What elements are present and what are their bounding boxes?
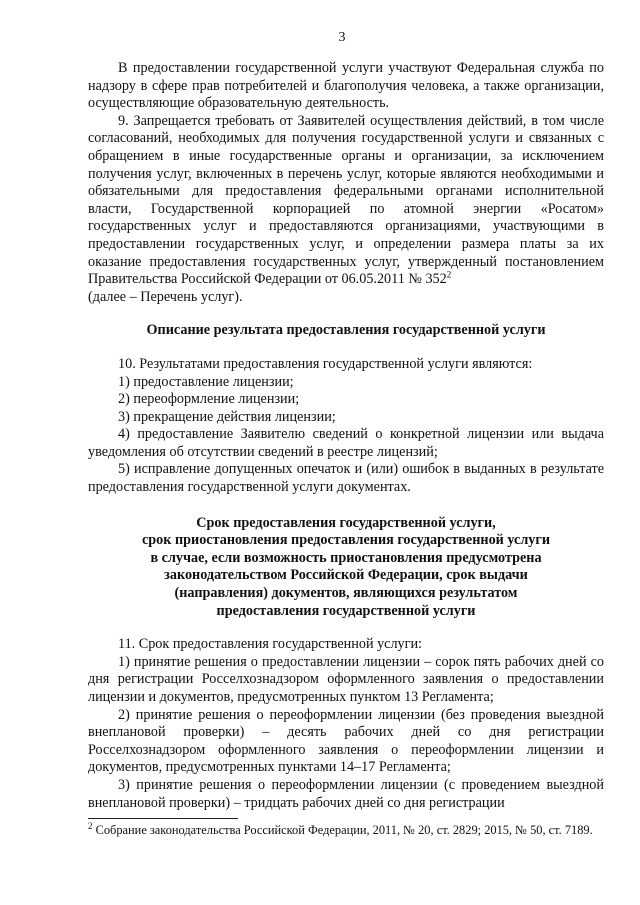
page-number: 3 <box>338 30 346 45</box>
section-heading-result: Описание результата предоставления государственной услуги <box>146 322 546 339</box>
paragraph-participants: В предоставлении государственной услуги участвуют Федеральная служба по надзору в сфере прав потребителей и благополучия человека, а также организации, осуществляющие образовательную деятельность. <box>88 60 604 112</box>
term-item-11: 11. Срок предоставления государственной услуги: <box>118 636 422 653</box>
heading-line: Срок предоставления государственной услуги, <box>196 514 496 531</box>
footnote <box>88 823 604 838</box>
result-item-2: 2) переоформление лицензии; <box>118 391 300 408</box>
footnote-text: Собрание законодательства Российской Федерации, 2011, № 20, ст. 2829; 2015, № 50, ст. 7189. <box>92 823 593 838</box>
footnote-number: 2 <box>88 821 93 832</box>
result-item-3: 3) прекращение действия лицензии; <box>118 408 336 425</box>
term-item-3: 3) принятие решения о переоформлении лицензии (с проведением выездной внеплановой проверки) – тридцать рабочих дней со дня регистрации <box>88 776 604 811</box>
result-item-1: 1) предоставление лицензии; <box>118 373 294 390</box>
heading-line: в случае, если возможность приостановления предусмотрена <box>150 549 542 566</box>
term-item-2: 2) принятие решения о переоформлении лицензии (без проведения выездной внеплановой проверки) – десять рабочих дней со дня регистрации Росселхознадзором оформленного заявления о переоформлении лицензии и документов, предусмотренных пунктами 14–17 Регламента; <box>88 706 604 776</box>
term-item-1: 1) принятие решения о предоставлении лицензии – сорок пять рабочих дней со дня регистрации Росселхознадзором оформленного заявления о предоставлении лицензии и документов, предусмотренных пунктом 13 Регламента; <box>88 653 604 705</box>
heading-line: (направления) документов, являющихся результатом <box>174 585 518 602</box>
result-item-10: 10. Результатами предоставления государственной услуги являются: <box>118 355 533 372</box>
heading-line: предоставления государственной услуги <box>216 602 476 619</box>
heading-line: срок приостановления предоставления государственной услуги <box>141 532 551 549</box>
result-item-5: 5) исправление допущенных опечаток и (или) ошибок в выданных в результате предоставления государственной услуги документах. <box>88 461 604 496</box>
result-item-4: 4) предоставление Заявителю сведений о конкретной лицензии или выдача уведомления об отсутствии сведений в реестре лицензий; <box>88 426 604 460</box>
footnote-divider <box>88 818 238 819</box>
paragraph-9-text: 9. Запрещается требовать от Заявителей осуществления действий, в том числе согласований, необходимых для получения государственной услуги и связанных с обращением в иные государственные органы и организации, за исключением получения услуг, включенных в перечень услуг, которые являются необходимыми и обязательными для предоставления федеральными органами исполнительной власти, Государственной корпорацией по атомной энергии «Росатом» государственных услуг и предоставляются организациями, участвующими в предоставлении государственных услуг, и определении размера платы за их оказание предоставления государственных услуг, утвержденный постановлением Правительства Российской Федерации от 06.05.2011 № 352 <box>88 112 604 288</box>
paragraph-9 <box>88 113 604 289</box>
paragraph-9-tail: (далее – Перечень услуг). <box>88 288 243 305</box>
heading-line: законодательством Российской Федерации, срок выдачи <box>164 567 528 584</box>
footnote-reference[interactable]: 2 <box>446 269 452 280</box>
section-heading-term <box>88 515 604 621</box>
